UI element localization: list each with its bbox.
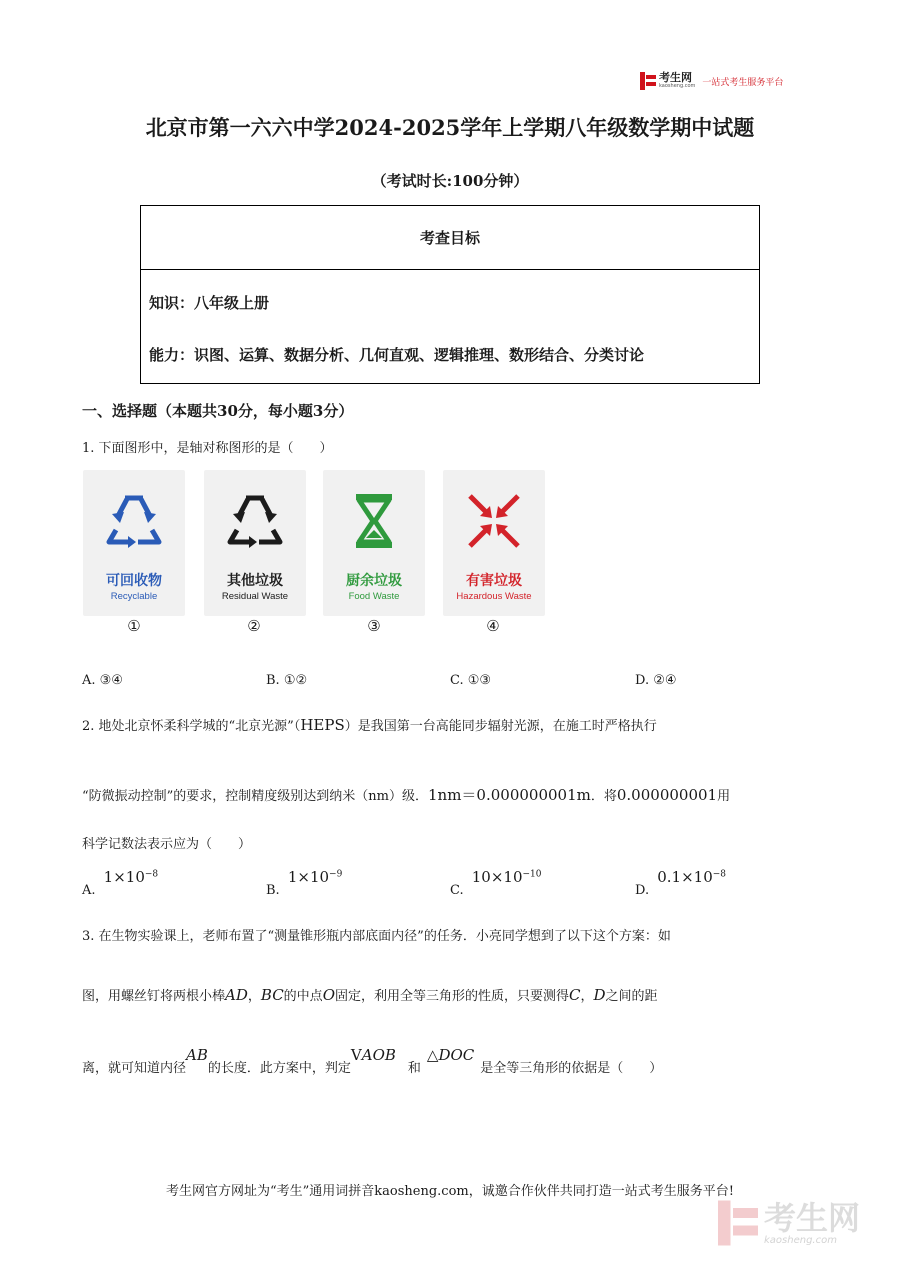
q3-text: 之间的距 — [605, 989, 658, 1004]
goals-ability: 能力：识图、运算、数据分析、几何直观、逻辑推理、数形结合、分类讨论 — [149, 346, 645, 364]
var-c: C — [569, 986, 581, 1004]
q2-text: “防微振动控制”的要求，控制精度级别达到纳米（nm）级． — [82, 789, 428, 804]
option-label: D. — [635, 883, 650, 898]
triangle-doc: DOC — [438, 1046, 475, 1064]
card-en-label: Residual Waste — [221, 591, 289, 602]
figure-label-2: ② — [247, 617, 261, 635]
hazard-arrows-icon — [464, 490, 524, 552]
question-2-line-3: 科学记数法表示应为（ ） — [82, 837, 252, 852]
kaosheng-logo-icon — [718, 1200, 758, 1246]
header-logo — [640, 72, 783, 90]
question-3-line-3 — [82, 1046, 663, 1078]
q1-option-a[interactable]: A. ③④ — [82, 673, 123, 688]
var-d: D — [593, 986, 606, 1004]
exam-goals-table — [140, 205, 760, 384]
figure-label-4: ④ — [486, 617, 500, 635]
kaosheng-logo-icon — [640, 72, 656, 90]
exam-title: 北京市第一六六中学2024-2025学年上学期八年级数学期中试题 — [145, 115, 755, 140]
q3-text: 是全等三角形的依据是（ ） — [480, 1061, 663, 1076]
question-3-line-1: 3. 在生物实验课上，老师布置了“测量锥形瓶内部底面内径”的任务．小亮同学想到了以下这个方案：如 — [82, 929, 671, 944]
card-residual-waste — [204, 470, 306, 616]
watermark — [718, 1200, 860, 1246]
q2-option-a[interactable] — [82, 868, 159, 898]
question-1-stem: 1. 下面图形中，是轴对称图形的是（ ） — [82, 441, 333, 456]
var-o: O — [322, 986, 335, 1004]
q2-math-value: 0.000000001 — [616, 786, 718, 804]
q1-option-d[interactable]: D. ②④ — [635, 673, 677, 688]
q2-text: ）是我国第一台高能同步辐射光源，在施工时严格执行 — [344, 719, 657, 734]
option-math: 1×10 — [103, 868, 145, 886]
triangle-symbol: V — [350, 1046, 362, 1064]
q1-option-c[interactable]: C. ①③ — [450, 673, 492, 688]
q3-text: 离，就可知道内径 — [82, 1061, 187, 1076]
exam-duration: （考试时长:100分钟） — [371, 172, 529, 190]
q2-option-d[interactable] — [635, 868, 727, 898]
logo-slogan: 一站式考生服务平台 — [702, 77, 784, 88]
q3-text: ， — [247, 989, 261, 1004]
var-ad: AD — [225, 986, 248, 1004]
option-label: C. — [450, 883, 464, 898]
card-food-waste — [323, 470, 425, 616]
option-math: 1×10 — [287, 868, 330, 886]
logo-name: 考生网 — [659, 71, 692, 84]
card-en-label: Recyclable — [110, 591, 158, 602]
card-cn-label: 有害垃圾 — [466, 573, 522, 589]
goals-heading: 考查目标 — [141, 206, 759, 270]
q2-option-c[interactable] — [450, 868, 542, 898]
var-ab: AB — [186, 1046, 208, 1064]
option-label: A. — [82, 883, 96, 898]
goals-knowledge: 知识：八年级上册 — [149, 294, 270, 312]
option-exponent: −8 — [144, 869, 159, 880]
card-cn-label: 其他垃圾 — [227, 573, 283, 589]
card-cn-label: 厨余垃圾 — [346, 573, 402, 589]
watermark-name: 考生网 — [764, 1198, 861, 1237]
q3-text: 的长度．此方案中，判定 — [207, 1061, 351, 1076]
q3-text: ， — [580, 989, 594, 1004]
card-recyclable — [83, 470, 185, 616]
page-footer: 考生网官方网址为“考生”通用词拼音kaosheng.com，诚邀合作伙伴共同打造一站式考生服务平台! — [166, 1184, 734, 1199]
card-cn-label: 可回收物 — [106, 573, 162, 589]
var-bc: BC — [260, 986, 284, 1004]
q2-math-nm: 1nm＝0.000000001m — [428, 786, 591, 804]
q1-option-b[interactable]: B. ①② — [266, 673, 308, 688]
q2-text: ．将 — [590, 789, 617, 804]
option-label: B. — [266, 883, 280, 898]
card-en-label: Food Waste — [348, 591, 400, 602]
watermark-domain: kaosheng.com — [764, 1234, 837, 1246]
figure-label-3: ③ — [367, 617, 381, 635]
card-en-label: Hazardous Waste — [456, 591, 532, 602]
question-2-line-1 — [82, 716, 657, 736]
logo-domain: kaosheng.com — [659, 83, 696, 89]
recycle-icon — [225, 490, 285, 552]
card-hazardous-waste — [443, 470, 545, 616]
figure-label-1: ① — [127, 617, 141, 635]
option-exponent: −9 — [329, 869, 343, 880]
q2-text: 2. 地处北京怀柔科学城的“北京光源”（ — [82, 719, 301, 734]
recycle-icon — [104, 490, 164, 552]
option-math: 10×10 — [471, 868, 523, 886]
q2-option-b[interactable] — [266, 868, 343, 898]
option-exponent: −8 — [712, 869, 727, 880]
triangle-aob: AOB — [361, 1046, 396, 1064]
question-2-line-2 — [82, 786, 730, 806]
q2-text: 用 — [717, 789, 731, 804]
q3-text: 的中点 — [283, 989, 323, 1004]
q2-math-heps: HEPS — [300, 716, 345, 734]
q3-text: 和 — [407, 1061, 421, 1076]
question-3-line-2 — [82, 986, 658, 1006]
hourglass-icon — [344, 490, 404, 552]
triangle-symbol: △ — [426, 1046, 439, 1064]
option-exponent: −10 — [522, 869, 542, 880]
q3-text: 图，用螺丝钉将两根小棒 — [82, 989, 226, 1004]
q3-text: 固定，利用全等三角形的性质，只要测得 — [335, 989, 570, 1004]
section-heading: 一、选择题（本题共30分，每小题3分） — [82, 402, 354, 420]
option-math: 0.1×10 — [657, 868, 713, 886]
